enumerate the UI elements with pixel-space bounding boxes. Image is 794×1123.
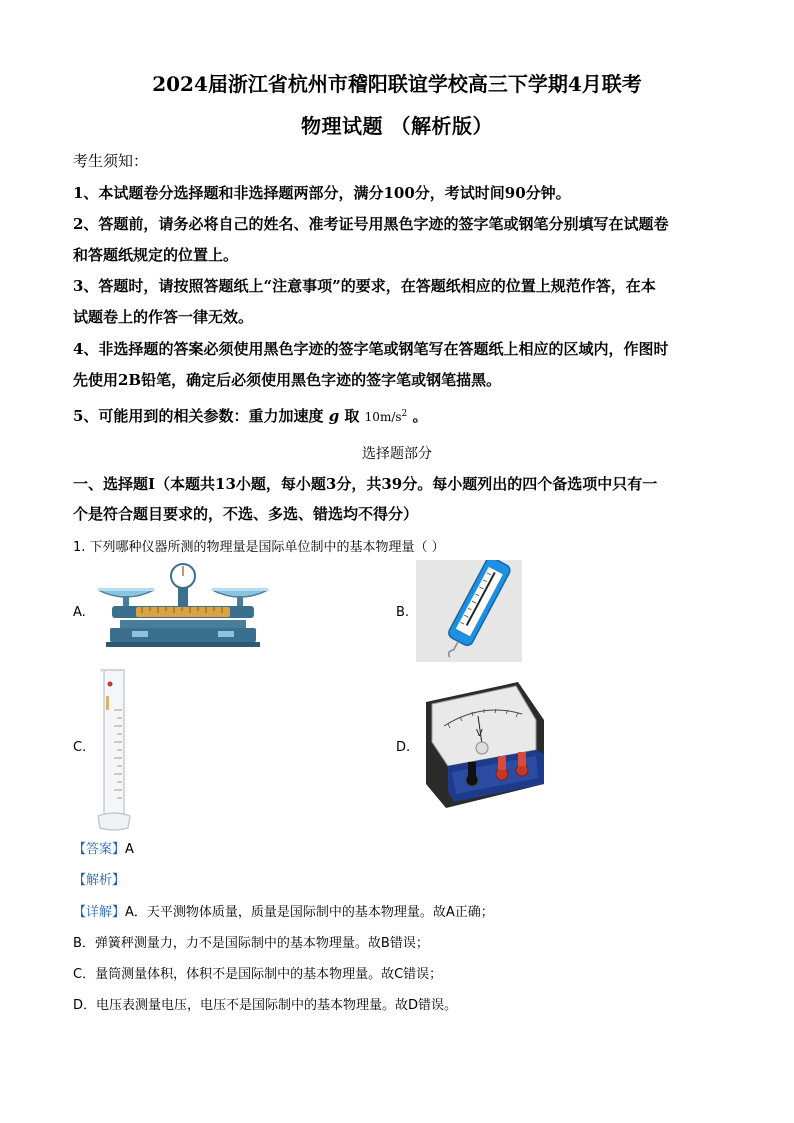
- spring-scale-icon: [416, 560, 522, 662]
- option-b-label: B.: [396, 605, 410, 620]
- gravity-value: 10m/s: [364, 410, 402, 424]
- option-a-label: A.: [73, 605, 86, 620]
- notice-2-cont: 和答题纸规定的位置上。: [73, 246, 239, 264]
- detail-line-a: [73, 901, 494, 920]
- notice-3-cont: 试题卷上的作答一律无效。: [73, 308, 254, 326]
- detail-line-c: C．量筒测量体积，体积不是国际制中的基本物理量。故C错误；: [73, 967, 443, 982]
- part-heading-cont: 个是符合题目要求的，不选、多选、错选均不得分）: [73, 505, 419, 523]
- graduated-cylinder-icon: [94, 666, 134, 834]
- balance-scale-icon: [92, 560, 274, 652]
- notice-5-take: 取: [344, 407, 360, 425]
- section-title: 选择题部分: [362, 446, 432, 462]
- detail-a-text: A．天平测物体质量，质量是国际制中的基本物理量。故A正确；: [125, 905, 494, 920]
- notice-heading: 考生须知：: [73, 152, 149, 170]
- option-d-label: D.: [396, 740, 411, 755]
- document-subtitle: 物理试题 （解析版）: [301, 114, 493, 138]
- notice-2: 2、答题前，请务必将自己的姓名、准考证号用黑色字迹的签字笔或钢笔分别填写在试题卷: [73, 215, 669, 233]
- notice-4-cont: 先使用2B铅笔，确定后必须使用黑色字迹的签字笔或钢笔描黑。: [73, 371, 502, 389]
- notice-5-text: 5、可能用到的相关参数：重力加速度: [73, 407, 324, 425]
- answer-value: A: [125, 842, 134, 857]
- detail-line-d: D．电压表测量电压，电压不是国际制中的基本物理量。故D错误。: [73, 998, 458, 1013]
- option-c-label: C.: [73, 740, 87, 755]
- notice-1: 1、本试题卷分选择题和非选择题两部分，满分100分，考试时间90分钟。: [73, 184, 571, 202]
- question-1: 1. 下列哪种仪器所测的物理量是国际单位制中的基本物理量（ ）: [73, 540, 445, 555]
- answer-line: [73, 838, 134, 857]
- notice-5: [73, 405, 723, 426]
- voltmeter-icon: [418, 680, 554, 816]
- document-title: 2024届浙江省杭州市稽阳联谊学校高三下学期4月联考: [152, 72, 642, 96]
- detail-tag: 【详解】: [73, 905, 126, 920]
- detail-line-b: B．弹簧秤测量力，力不是国际制中的基本物理量。故B错误；: [73, 936, 429, 951]
- gravity-symbol: g: [328, 407, 340, 425]
- voltmeter-unit-label: V: [476, 728, 483, 739]
- notice-4: 4、非选择题的答案必须使用黑色字迹的签字笔或钢笔写在答题纸上相应的区域内，作图时: [73, 340, 669, 358]
- part-heading: 一、选择题Ⅰ（本题共13小题，每小题3分，共39分。每小题列出的四个备选项中只有一: [73, 475, 658, 493]
- gravity-exponent: 2: [401, 409, 408, 419]
- answer-tag: 【答案】: [73, 842, 126, 857]
- notice-5-end: 。: [412, 407, 428, 425]
- analysis-tag: 【解析】: [73, 873, 126, 888]
- notice-3: 3、答题时，请按照答题纸上“注意事项”的要求，在答题纸相应的位置上规范作答，在本: [73, 277, 656, 295]
